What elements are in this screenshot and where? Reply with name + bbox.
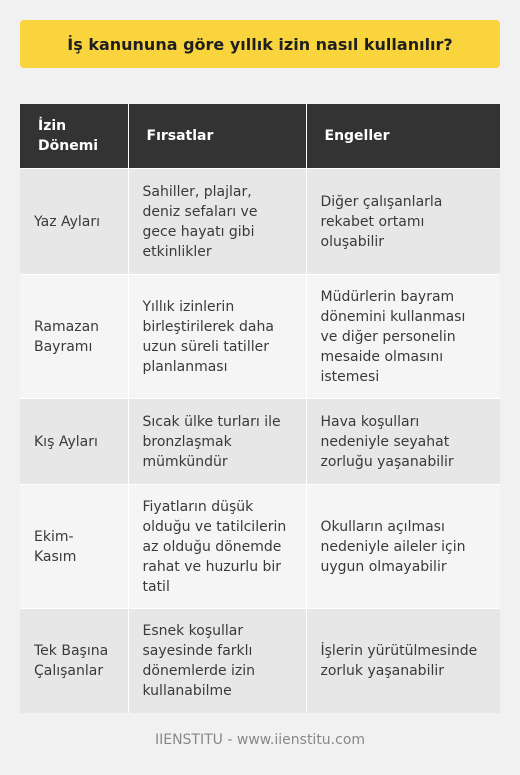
- cell-obstacles: Hava koşulları nedeniyle seyahat zorluğu yaşanabilir: [306, 399, 500, 485]
- cell-obstacles: Müdürlerin bayram dönemini kullanması ve diğer personelin mesaide olmasını istemesi: [306, 275, 500, 399]
- table-row: [20, 169, 500, 275]
- cell-opportunities: Sıcak ülke turları ile bronzlaşmak mümkündür: [128, 399, 306, 485]
- cell-opportunities: Yıllık izinlerin birleştirilerek daha uzun süreli tatiller planlanması: [128, 275, 306, 399]
- cell-opportunities: Fiyatların düşük olduğu ve tatilcilerin az olduğu dönemde rahat ve huzurlu bir tatil: [128, 485, 306, 609]
- header-period: İzin Dönemi: [20, 104, 128, 169]
- cell-period: Tek Başına Çalışanlar: [20, 609, 128, 713]
- table-row: [20, 399, 500, 485]
- cell-opportunities: Esnek koşullar sayesinde farklı dönemlerde izin kullanabilme: [128, 609, 306, 713]
- cell-obstacles: Diğer çalışanlarla rekabet ortamı oluşabilir: [306, 169, 500, 275]
- cell-obstacles: Okulların açılması nedeniyle aileler için uygun olmayabilir: [306, 485, 500, 609]
- page-title: [20, 20, 500, 68]
- header-obstacles: Engeller: [306, 104, 500, 169]
- table-row: [20, 609, 500, 713]
- cell-opportunities: Sahiller, plajlar, deniz sefaları ve gece hayatı gibi etkinlikler: [128, 169, 306, 275]
- cell-period: Ramazan Bayramı: [20, 275, 128, 399]
- footer-credit: IIENSTITU - www.iienstitu.com: [154, 732, 366, 748]
- leave-table: [20, 104, 500, 713]
- cell-period: Kış Ayları: [20, 399, 128, 485]
- header-opportunities: Fırsatlar: [128, 104, 306, 169]
- cell-period: Yaz Ayları: [20, 169, 128, 275]
- table-header-row: [20, 104, 500, 169]
- table-row: [20, 485, 500, 609]
- cell-period: Ekim-Kasım: [20, 485, 128, 609]
- page-title-text: İş kanununa göre yıllık izin nasıl kullanılır?: [67, 34, 453, 54]
- cell-obstacles: İşlerin yürütülmesinde zorluk yaşanabilir: [306, 609, 500, 713]
- table-row: [20, 275, 500, 399]
